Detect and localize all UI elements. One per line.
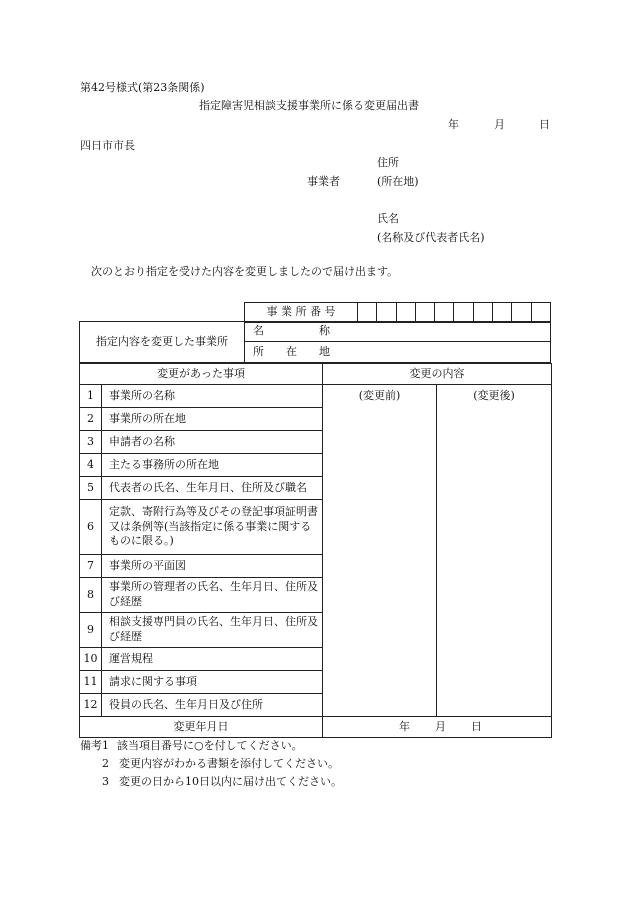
item-number[interactable]: 4 [80, 454, 102, 477]
item-number[interactable]: 7 [80, 555, 102, 578]
item-label: 事業所の名称 [102, 385, 323, 408]
change-date-day: 日 [471, 720, 483, 733]
item-number[interactable]: 9 [80, 613, 102, 648]
office-name-label: 名 称 [245, 322, 551, 342]
item-number[interactable]: 8 [80, 578, 102, 613]
item-label: 事業所の平面図 [102, 555, 323, 578]
item-number[interactable]: 5 [80, 477, 102, 500]
item-label: 相談支援専門員の氏名、生年月日、住所及び経歴 [102, 613, 323, 648]
change-date-month: 月 [435, 720, 447, 733]
items-header: 変更があった事項 [80, 364, 323, 385]
intro-text: 次のとおり指定を受けた内容を変更しましたので届け出ます。 [91, 265, 399, 278]
office-number-box[interactable] [358, 303, 377, 323]
item-number[interactable]: 10 [80, 648, 102, 671]
office-number-box[interactable] [493, 303, 512, 323]
item-label: 定款、寄附行為等及びその登記事項証明書又は条例等(当該指定に係る事業に関するものに限る。) [102, 500, 323, 555]
item-number[interactable]: 2 [80, 408, 102, 431]
note-2 [102, 758, 339, 769]
note-3 [102, 776, 342, 787]
office-number-box[interactable] [377, 303, 396, 323]
date-year: 年 [448, 118, 459, 131]
change-table [79, 363, 552, 738]
note-1 [80, 740, 303, 751]
change-date-label: 変更年月日 [80, 717, 323, 738]
office-number-box[interactable] [435, 303, 454, 323]
before-label: (変更前) [358, 389, 401, 402]
office-number-box[interactable] [512, 303, 531, 323]
office-address-label: 所 在 地 [245, 342, 551, 363]
name-sub-label: (名称及び代表者氏名) [377, 231, 485, 244]
change-date-value[interactable] [323, 717, 552, 738]
office-number-box[interactable] [473, 303, 492, 323]
item-label: 事業所の管理者の氏名、生年月日、住所及び経歴 [102, 578, 323, 613]
item-number[interactable]: 11 [80, 671, 102, 694]
address-label: 住所 [377, 156, 399, 169]
addressee: 四日市市長 [80, 139, 135, 152]
note-text: 変更の日から10日以内に届け出てください。 [119, 775, 342, 788]
office-number-box[interactable] [454, 303, 473, 323]
office-number-box[interactable] [396, 303, 415, 323]
item-label: 請求に関する事項 [102, 671, 323, 694]
after-label: (変更後) [473, 389, 515, 402]
after-cell[interactable] [437, 385, 552, 717]
item-number[interactable]: 12 [80, 694, 102, 717]
item-number[interactable]: 3 [80, 431, 102, 454]
address-sub-label: (所在地) [377, 175, 419, 188]
note-prefix: 2 [102, 757, 109, 770]
form-number: 第42号様式(第23条関係) [80, 81, 205, 94]
note-text: 変更内容がわかる書類を添付してください。 [119, 757, 339, 770]
item-label: 役員の氏名、生年月日及び住所 [102, 694, 323, 717]
item-number[interactable]: 6 [80, 500, 102, 555]
date-month: 月 [494, 118, 505, 131]
office-number-label: 事 業 所 番 号 [245, 303, 358, 323]
date-day: 日 [539, 118, 550, 131]
note-text: 該当項目番号に○を付してください。 [117, 739, 303, 752]
before-cell[interactable] [323, 385, 437, 717]
office-number-box[interactable] [531, 303, 550, 323]
changed-office-label: 指定内容を変更した事業所 [80, 322, 245, 363]
item-number[interactable]: 1 [80, 385, 102, 408]
name-label: 氏名 [377, 212, 399, 225]
change-date-year: 年 [399, 720, 411, 733]
item-label: 申請者の名称 [102, 431, 323, 454]
item-label: 主たる事務所の所在地 [102, 454, 323, 477]
applicant-label: 事業者 [307, 175, 340, 188]
contents-header: 変更の内容 [323, 364, 552, 385]
office-number-box[interactable] [415, 303, 434, 323]
document-title: 指定障害児相談支援事業所に係る変更届出書 [199, 99, 419, 112]
note-prefix: 3 [102, 775, 109, 788]
item-label: 代表者の氏名、生年月日、住所及び職名 [102, 477, 323, 500]
note-prefix: 備考1 [80, 739, 109, 752]
changed-office-table [79, 321, 551, 363]
item-label: 運営規程 [102, 648, 323, 671]
office-number-table [244, 302, 551, 323]
item-label: 事業所の所在地 [102, 408, 323, 431]
